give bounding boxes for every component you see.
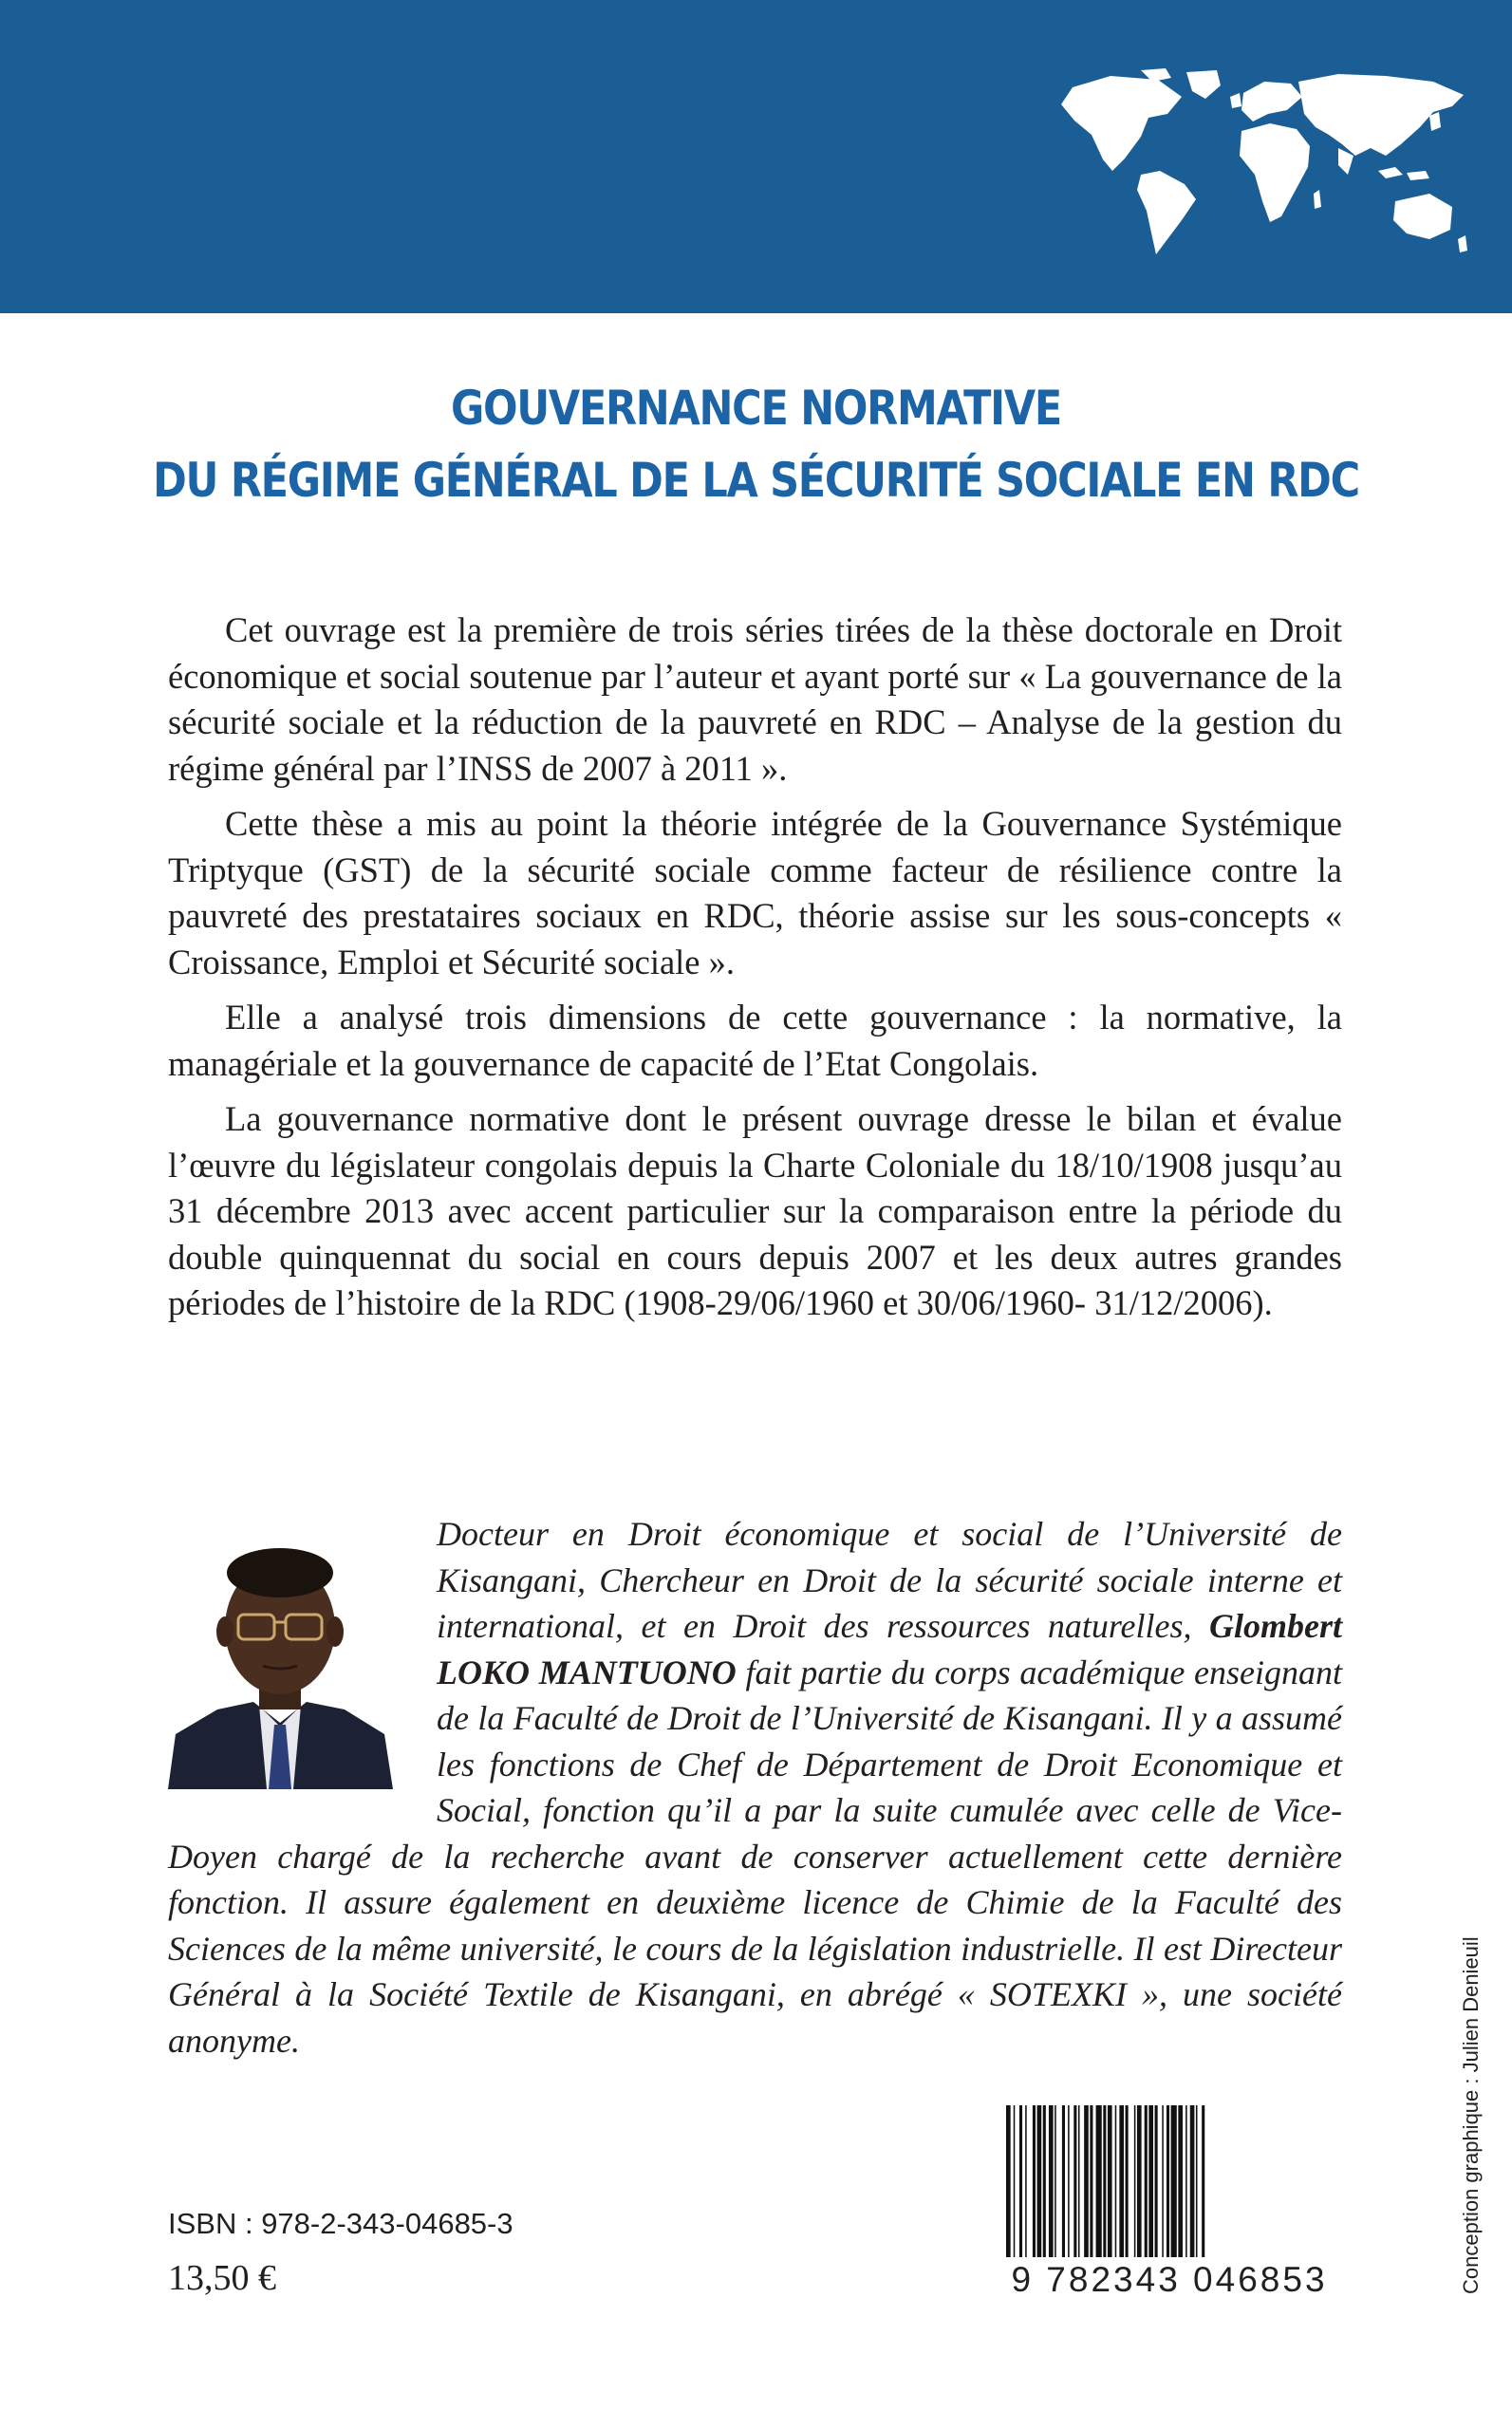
top-band	[0, 0, 1512, 313]
isbn: ISBN : 978-2-343-04685-3	[168, 2207, 513, 2240]
bio-text-start: Docteur en Droit économique et social de l’Université de Kisangani, Chercheur en Droit de la sécurité sociale interne et international, et en Droit des ressources naturelles,	[437, 1515, 1342, 1645]
author-name: Glombert LOKO MANTUONO	[437, 1607, 1342, 1691]
summary-paragraph-4: La gouvernance normative dont le présent ouvrage dresse le bilan et évalue l’œuvre du législateur congolais depuis la Charte Coloniale du 18/10/1908 jusqu’au 31 décembre 2013 avec accent particulier sur la comparaison entre la période du double quinquennat du social en cours depuis 2007 et les deux autres grandes périodes de l’histoire de la RDC (1908-29/06/1960 et 30/06/1960- 31/12/2006).	[168, 1099, 1342, 1322]
author-bio	[168, 1511, 1342, 2064]
world-map-icon	[1054, 68, 1471, 258]
barcode-digits: 9 782343 046853	[999, 2257, 1340, 2303]
title-line-2: DU RÉGIME GÉNÉRAL DE LA SÉCURITÉ SOCIALE EN RDC	[153, 453, 1359, 508]
book-title	[106, 372, 1407, 516]
price: 13,50 €	[168, 2258, 276, 2298]
title-line-1: GOUVERNANCE NORMATIVE	[451, 381, 1061, 436]
bio-text-end: fait partie du corps académique enseignant de la Faculté de Droit de l’Université de Kisangani. Il y a assumé les fonctions de Chef de Département de Droit Economique et Social, fonction qu’il a par la suite cumulée avec celle de Vice-Doyen chargé de la recherche avant de conserver actuellement cette dernière fonction. Il assure également en deuxième licence de Chimie de la Faculté des Sciences de la même université, le cours de la législation industrielle. Il est Directeur Général à la Société Textile de Kisangani, en abrégé « SOTEXKI », une société anonyme.	[168, 1653, 1343, 2060]
graphic-credit: Conception graphique : Julien Denieuil	[1459, 1936, 1483, 2294]
summary-paragraph-2: Cette thèse a mis au point la théorie intégrée de la Gouvernance Systémique Triptyque (GST) de la sécurité sociale comme facteur de résilience contre la pauvreté des prestataires sociaux en RDC, théorie assise sur les sous-concepts « Croissance, Emploi et Sécurité sociale ».	[168, 804, 1342, 981]
summary-paragraph-3: Elle a analysé trois dimensions de cette gouvernance : la normative, la managériale et la gouvernance de capacité de l’Etat Congolais.	[168, 998, 1342, 1083]
summary-paragraph-1: Cet ouvrage est la première de trois séries tirées de la thèse doctorale en Droit économique et social soutenue par l’auteur et ayant porté sur « La gouvernance de la sécurité sociale et la réduction de la pauvreté en RDC – Analyse de la gestion du régime général par l’INSS de 2007 à 2011 ».	[168, 610, 1342, 788]
photo-spacer	[168, 1511, 437, 1791]
summary-text	[168, 607, 1342, 1336]
